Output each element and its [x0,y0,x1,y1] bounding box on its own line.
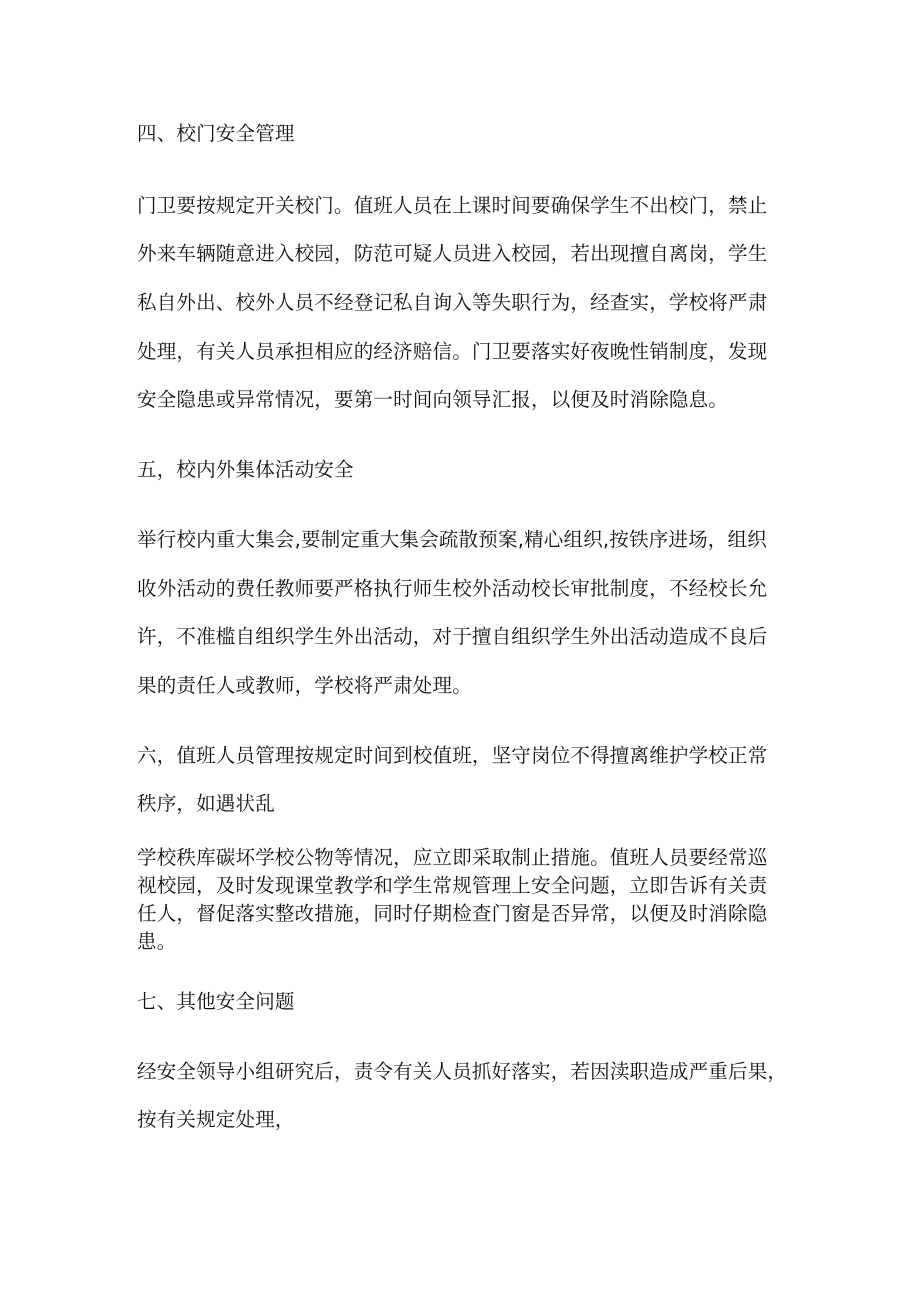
paragraph-line: 收外活动的费任教师要严格执行师生校外活动校长审批制度，不经校长允 [137,577,768,600]
paragraph-line: 举行校内重大集会,要制定重大集会疏散预案,精心组织,按铁序进场，组织 [137,528,767,551]
paragraph-line: 安全隐患或异常情况，要第一时间向领导汇报，以便及时消除隐息。 [137,388,729,411]
paragraph-line: 外来车辆随意进入校园，防范可疑人员进入校园，若出现擅自离岗，学生 [137,242,768,265]
paragraph-line: 处理，有关人员承担相应的经济赔信。门卫要落实好夜晚性销制度，发现 [137,340,768,363]
paragraph-line: 任人，督促落实整改措施，同时仔期检查门窗是否异常，以便及时消除隐 [137,902,768,925]
heading-section-4: 四、校门安全管理 [137,122,295,145]
paragraph-line: 学校秩库碳坏学校公物等情况，应立即采取制止措施。值班人员要经常巡 [137,846,768,869]
paragraph-line: 门卫要按规定开关校门。值班人员在上课时间要确保学生不出校门，禁止 [137,194,768,217]
paragraph-line: 经安全领导小组研究后，责令有关人员抓好落实，若因渎职造成严重后果， [137,1060,788,1083]
paragraph-line: 果的责任人或教师，学校将严肃处理。 [137,674,472,697]
paragraph-line: 私自外出、校外人员不经登记私自询入等失职行为，经查实，学校将严肃 [137,291,768,314]
paragraph-line: 视校园，及时发现课堂教学和学生常规管理上安全问题，立即告诉有关责 [137,874,768,897]
heading-section-5: 五，校内外集体活动安全 [137,458,354,481]
heading-section-7: 七、其他安全问题 [137,990,295,1013]
paragraph-line: 按有关规定处理， [137,1108,295,1131]
paragraph-line: 许，不准槛自组织学生外出活动，对于擅自组织学生外出活动造成不良后 [137,625,768,648]
heading-section-6: 六，值班人员管理按规定时间到校值班，坚守岗位不得擅离维护学校正常 [137,744,768,767]
paragraph-line: 秩序，如遇状乱 [137,792,275,815]
paragraph-line: 患。 [137,930,177,953]
